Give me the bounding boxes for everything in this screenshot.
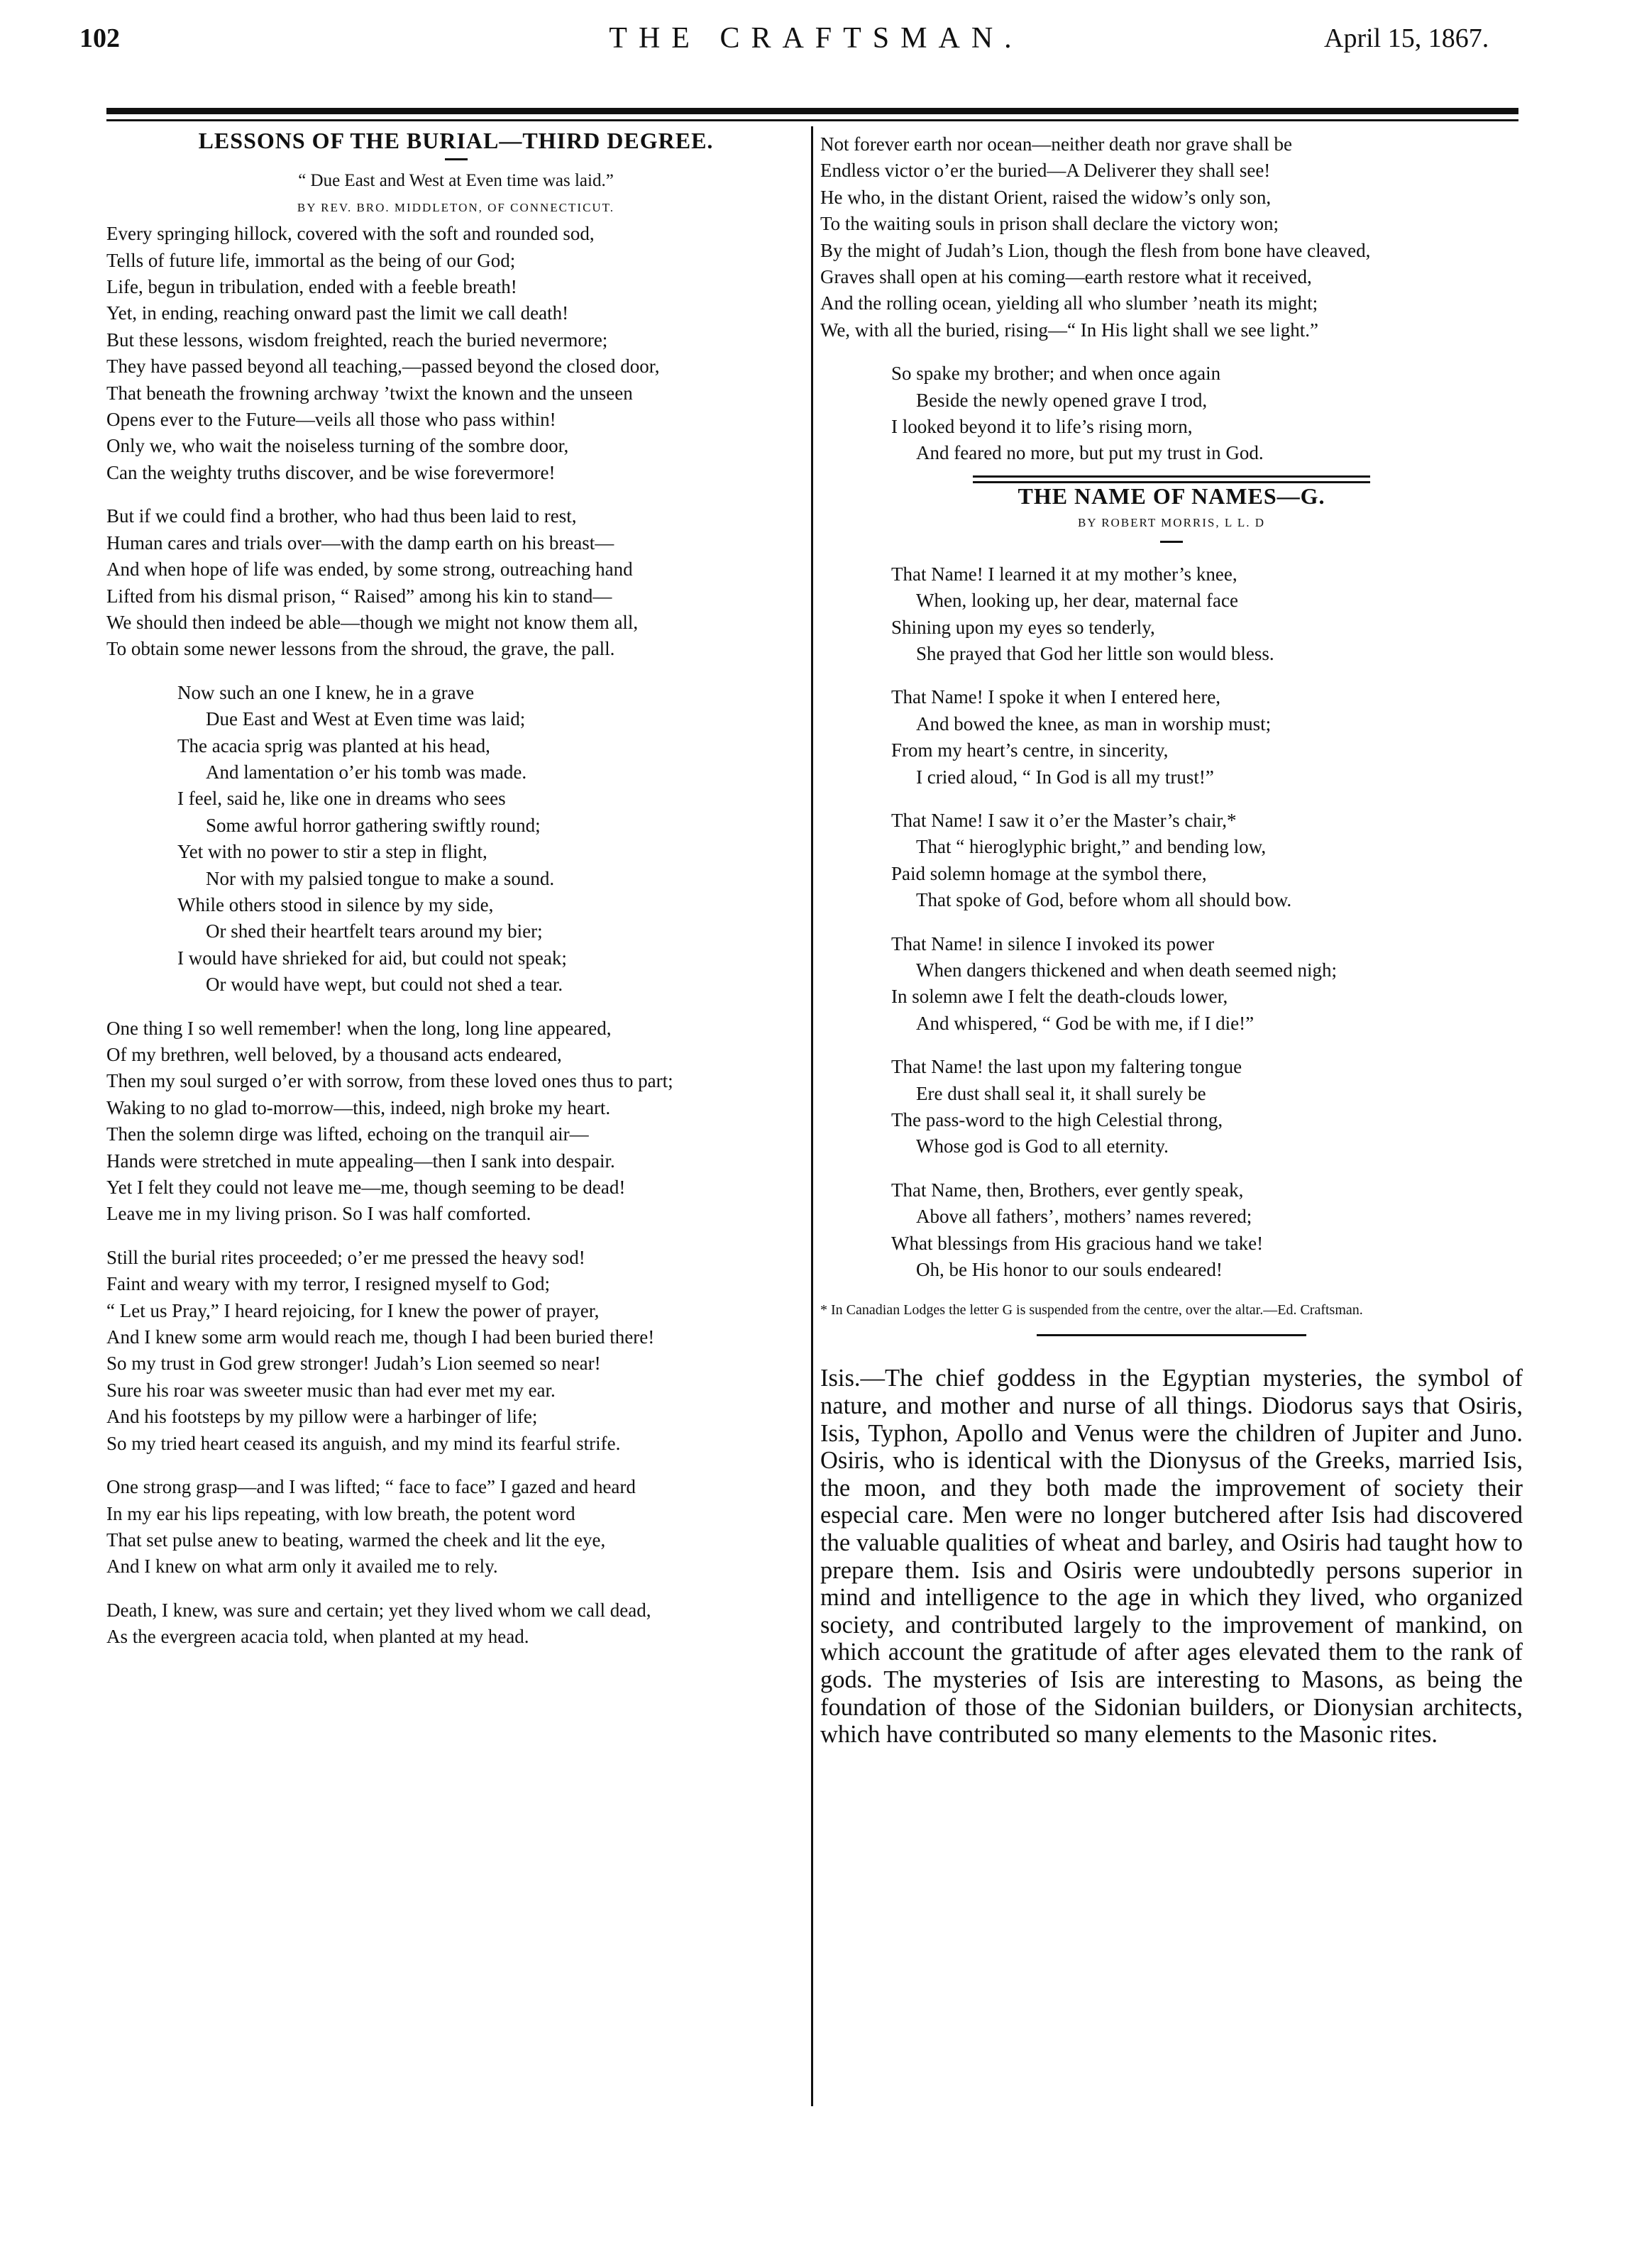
verse-line: Of my brethren, well beloved, by a thousand acts endeared,: [106, 1044, 562, 1065]
verse-line: And whispered, “ God be with me, if I die!”: [916, 1012, 1255, 1034]
verse-line: As the evergreen acacia told, when planted at my head.: [106, 1626, 529, 1648]
verse-line: Not forever earth nor ocean—neither death nor grave shall be: [820, 133, 1292, 155]
header-rule: [106, 108, 1518, 114]
verse-line: Yet I felt they could not leave me—me, though seeming to be dead!: [106, 1177, 626, 1199]
verse-line: Oh, be His honor to our souls endeared!: [916, 1259, 1223, 1281]
verse-line: And lamentation o’er his tomb was made.: [206, 761, 527, 783]
verse-line: But if we could find a brother, who had thus been laid to rest,: [106, 505, 577, 527]
verse-line: That beneath the frowning archway ’twixt the known and the unseen: [106, 382, 633, 404]
verse-line: And feared no more, but put my trust in God.: [916, 442, 1264, 464]
stanza-2: [106, 503, 805, 662]
verse-line: Or would have wept, but could not shed a tear.: [206, 974, 563, 996]
verse-line: That Name, then, Brothers, ever gently speak,: [891, 1179, 1244, 1201]
verse-line: And when hope of life was ended, by some strong, outreaching hand: [106, 558, 633, 580]
verse-line: One strong grasp—and I was lifted; “ face to face” I gazed and heard: [106, 1476, 636, 1498]
verse-line: Whose god is God to all eternity.: [916, 1135, 1169, 1157]
verse-line: We, with all the buried, rising—“ In His light shall we see light.”: [820, 319, 1318, 341]
verse-line: Still the burial rites proceeded; o’er me pressed the heavy sod!: [106, 1246, 585, 1268]
verse-line: Death, I knew, was sure and certain; yet they lived whom we call dead,: [106, 1599, 651, 1621]
verse-line: In my ear his lips repeating, with low breath, the potent word: [106, 1502, 575, 1524]
verse-line: That Name! the last upon my faltering tongue: [891, 1056, 1242, 1078]
section-divider: [973, 475, 1370, 483]
stanza-9: [820, 360, 1523, 467]
verse-line: Tells of future life, immortal as the being of our God;: [106, 249, 516, 271]
stanza-1: [106, 221, 805, 486]
verse-line: And his footsteps by my pillow were a harbinger of life;: [106, 1406, 538, 1428]
verse-line: He who, in the distant Orient, raised the widow’s only son,: [820, 186, 1272, 208]
verse-line: Waking to no glad to-morrow—this, indeed, nigh broke my heart.: [106, 1096, 611, 1118]
verse-line: Shining upon my eyes so tenderly,: [891, 616, 1155, 638]
verse-line: I feel, said he, like one in dreams who sees: [177, 788, 506, 810]
names-stanza-1: [820, 561, 1523, 668]
verse-line: That set pulse anew to beating, warmed the cheek and lit the eye,: [106, 1529, 606, 1551]
verse-line: Faint and weary with my terror, I resigned myself to God;: [106, 1273, 551, 1295]
verse-line: Then my soul surged o’er with sorrow, from these loved ones thus to part;: [106, 1070, 673, 1092]
verse-line: I cried aloud, “ In God is all my trust!”: [916, 766, 1214, 788]
verse-line: I would have shrieked for aid, but could not speak;: [177, 947, 567, 969]
right-column: [820, 131, 1523, 1749]
stanza-5: [106, 1245, 805, 1457]
verse-line: But these lessons, wisdom freighted, reach the buried nevermore;: [106, 329, 608, 351]
verse-line: Then the solemn dirge was lifted, echoing on the tranquil air—: [106, 1123, 589, 1145]
stanza-7: [106, 1597, 805, 1651]
verse-line: Or shed their heartfelt tears around my bier;: [206, 920, 543, 942]
verse-line: That spoke of God, before whom all should bow.: [916, 889, 1292, 911]
verse-line: They have passed beyond all teaching,—passed beyond the closed door,: [106, 356, 660, 378]
verse-line: I looked beyond it to life’s rising morn,: [891, 416, 1193, 438]
verse-line: Hands were stretched in mute appealing—then I sank into despair.: [106, 1150, 615, 1172]
byline-burial: BY REV. BRO. MIDDLETON, OF CONNECTICUT.: [297, 200, 615, 214]
verse-line: Yet, in ending, reaching onward past the limit we call death!: [106, 302, 569, 324]
verse-line: That Name! I learned it at my mother’s knee,: [891, 563, 1237, 585]
verse-line: When dangers thickened and when death seemed nigh;: [916, 959, 1338, 981]
verse-line: We should then indeed be able—though we might not know them all,: [106, 611, 639, 633]
stanza-3: [106, 680, 805, 998]
verse-line: And the rolling ocean, yielding all who slumber ’neath its might;: [820, 292, 1318, 314]
verse-line: From my heart’s centre, in sincerity,: [891, 739, 1169, 761]
column-divider: [811, 126, 813, 2106]
verse-line: That Name! I saw it o’er the Master’s chair,*: [891, 809, 1237, 831]
footnote: * In Canadian Lodges the letter G is suspended from the centre, over the altar.—Ed. Craftsman.: [820, 1302, 1363, 1319]
verse-line: Sure his roar was sweeter music than had ever met my ear.: [106, 1379, 556, 1401]
verse-line: Above all fathers’, mothers’ names revered;: [916, 1206, 1252, 1228]
header-rule-thin: [106, 119, 1518, 121]
page-number: 102: [79, 23, 120, 53]
verse-line: Leave me in my living prison. So I was half comforted.: [106, 1203, 531, 1225]
verse-line: Some awful horror gathering swiftly round;: [206, 814, 541, 836]
verse-line: Yet with no power to stir a step in flight,: [177, 841, 487, 863]
title-dash: [1160, 541, 1183, 543]
verse-line: By the might of Judah’s Lion, though the flesh from bone have cleaved,: [820, 239, 1371, 261]
verse-line: Due East and West at Even time was laid;: [206, 708, 526, 730]
article-title-burial: LESSONS OF THE BURIAL—THIRD DEGREE.: [198, 128, 714, 153]
verse-line: And bowed the knee, as man in worship must;: [916, 712, 1272, 734]
verse-line: Every springing hillock, covered with the soft and rounded sod,: [106, 223, 595, 245]
verse-line: Opens ever to the Future—veils all those who pass within!: [106, 409, 556, 431]
verse-line: The acacia sprig was planted at his head,: [177, 734, 490, 756]
verse-line: To obtain some newer lessons from the shroud, the grave, the pall.: [106, 638, 615, 660]
verse-line: One thing I so well remember! when the long, long line appeared,: [106, 1017, 612, 1039]
verse-line: And I knew some arm would reach me, though I had been buried there!: [106, 1326, 655, 1348]
verse-line: Ere dust shall seal it, it shall surely be: [916, 1082, 1206, 1104]
verse-line: Paid solemn homage at the symbol there,: [891, 862, 1207, 884]
left-column: [106, 128, 805, 1668]
stanza-4: [106, 1015, 805, 1228]
verse-line: To the waiting souls in prison shall declare the victory won;: [820, 213, 1279, 235]
isis-paragraph: Isis.—The chief goddess in the Egyptian mysteries, the symbol of nature, and mother and nurse of all things. Diodorus says that Osiris, Isis, Typhon, Apollo and Venus were the children of Jupiter and Juno. Osiris, who is identical with the Dionysus of the Greeks, married Isis, the moon, and they both made the improvement of society their especial care. Men were no longer butchered after Isis had discovered the valuable qualities of wheat and barley, and Osiris had taught how to prepare them. Isis and Osiris were undoubtedly persons superior in mind and intelligence to the age in which they lived, who organized society, and contributed largely to the improvement of mankind, on which account the gratitude of after ages elevated them to the rank of gods. The mysteries of Isis are interesting to Masons, as being the foundation of those of the Sidonian builders, or Dionysian architects, which have contributed so many elements to the Masonic rites.: [820, 1365, 1523, 1749]
verse-line: That Name! I spoke it when I entered here,: [891, 686, 1221, 708]
stanza-6: [106, 1474, 805, 1580]
names-stanza-6: [820, 1177, 1523, 1284]
verse-line: So my tried heart ceased its anguish, and my mind its fearful strife.: [106, 1432, 621, 1454]
title-dash: [445, 158, 468, 160]
verse-line: Beside the newly opened grave I trod,: [916, 389, 1208, 411]
verse-line: Lifted from his dismal prison, “ Raised” among his kin to stand—: [106, 585, 612, 607]
stanza-8: [820, 131, 1523, 343]
verse-line: “ Let us Pray,” I heard rejoicing, for I knew the power of prayer,: [106, 1299, 600, 1321]
verse-line: The pass-word to the high Celestial throng,: [891, 1109, 1223, 1130]
epigraph: “ Due East and West at Even time was laid.”: [298, 171, 614, 191]
section-divider: [1037, 1334, 1306, 1336]
verse-line: Now such an one I knew, he in a grave: [177, 681, 475, 703]
verse-line: So my trust in God grew stronger! Judah’s Lion seemed so near!: [106, 1353, 601, 1375]
verse-line: She prayed that God her little son would bless.: [916, 642, 1274, 664]
verse-line: Human cares and trials over—with the damp earth on his breast—: [106, 532, 614, 554]
verse-line: When, looking up, her dear, maternal face: [916, 590, 1238, 612]
names-stanza-3: [820, 808, 1523, 914]
byline-names: BY ROBERT MORRIS, L L. D: [1077, 516, 1266, 530]
verse-line: Only we, who wait the noiseless turning of the sombre door,: [106, 435, 569, 457]
verse-line: So spake my brother; and when once again: [891, 363, 1221, 385]
verse-line: In solemn awe I felt the death-clouds lower,: [891, 986, 1228, 1008]
verse-line: And I knew on what arm only it availed me to rely.: [106, 1556, 498, 1578]
publication-title: THE CRAFTSMAN.: [609, 22, 1023, 55]
verse-line: What blessings from His gracious hand we take!: [891, 1232, 1264, 1254]
names-stanza-4: [820, 931, 1523, 1037]
verse-line: Nor with my palsied tongue to make a sound.: [206, 867, 555, 889]
verse-line: Can the weighty truths discover, and be wise forevermore!: [106, 461, 556, 483]
verse-line: Endless victor o’er the buried—A Deliverer they shall see!: [820, 160, 1271, 182]
issue-date: April 15, 1867.: [1324, 23, 1489, 53]
verse-line: Life, begun in tribulation, ended with a feeble breath!: [106, 276, 517, 298]
verse-line: That Name! in silence I invoked its power: [891, 932, 1215, 954]
verse-line: While others stood in silence by my side,: [177, 893, 494, 915]
names-stanza-5: [820, 1054, 1523, 1160]
verse-line: Graves shall open at his coming—earth restore what it received,: [820, 266, 1312, 288]
names-stanza-2: [820, 684, 1523, 791]
verse-line: That “ hieroglyphic bright,” and bending low,: [916, 836, 1267, 858]
article-title-names: THE NAME OF NAMES—G.: [1018, 483, 1325, 509]
